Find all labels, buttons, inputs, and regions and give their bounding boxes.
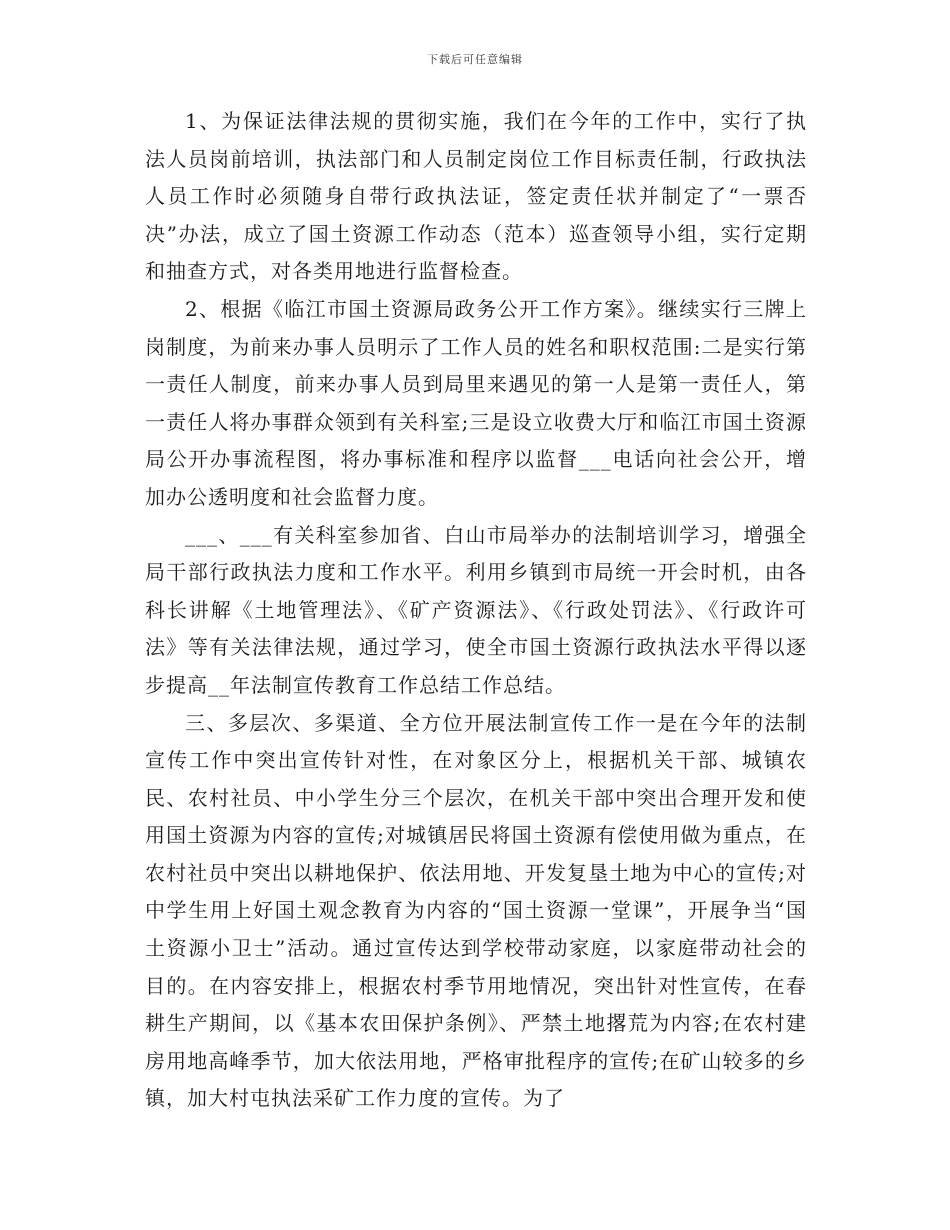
document-body bbox=[145, 103, 807, 1118]
paragraph-3: ___、___有关科室参加省、白山市局举办的法制培训学习，增强全局干部行政执法力度和工作水平。利用乡镇到市局统一开会时机，由各科长讲解《土地管理法》、《矿产资源法》、《行政处罚法》、《行政许可法》等有关法律法规，通过学习，使全市国土资源行政执法水平得以逐步提高__年法制宣传教育工作总结工作总结。 bbox=[145, 522, 807, 697]
page-header: 下载后可任意编辑 bbox=[427, 53, 523, 66]
paragraph-4: 三、多层次、多渠道、全方位开展法制宣传工作一是在今年的法制宣传工作中突出宣传针对性，在对象区分上，根据机关干部、城镇农民、农村社员、中小学生分三个层次，在机关干部中突出合理开发和使用国土资源为内容的宣传;对城镇居民将国土资源有偿使用做为重点，在农村社员中突出以耕地保护、依法用地、开发复垦土地为中心的宣传;对中学生用上好国土观念教育为内容的“国土资源一堂课”，开展争当“国土资源小卫士”活动。通过宣传达到学校带动家庭，以家庭带动社会的目的。在内容安排上，根据农村季节用地情况，突出针对性宣传，在春耕生产期间，以《基本农田保护条例》、严禁土地撂荒为内容;在农村建房用地高峰季节，加大依法用地，严格审批程序的宣传;在矿山较多的乡镇，加大村屯执法采矿工作力度的宣传。为了 bbox=[145, 710, 807, 1111]
paragraph-2: 2、根据《临江市国土资源局政务公开工作方案》。继续实行三牌上岗制度，为前来办事人员明示了工作人员的姓名和职权范围:二是实行第一责任人制度，前来办事人员到局里来遇见的第一人是第一责任人，第一责任人将办事群众领到有关科室;三是设立收费大厅和临江市国土资源局公开办事流程图，将办事标准和程序以监督___电话向社会公开，增加办公透明度和社会监督力度。 bbox=[145, 296, 807, 509]
paragraph-1: 1、为保证法律法规的贯彻实施，我们在今年的工作中，实行了执法人员岗前培训，执法部门和人员制定岗位工作目标责任制，行政执法人员工作时必须随身自带行政执法证，签定责任状并制定了“一票否决”办法，成立了国土资源工作动态（范本）巡查领导小组，实行定期和抽查方式，对各类用地进行监督检查。 bbox=[145, 109, 807, 284]
